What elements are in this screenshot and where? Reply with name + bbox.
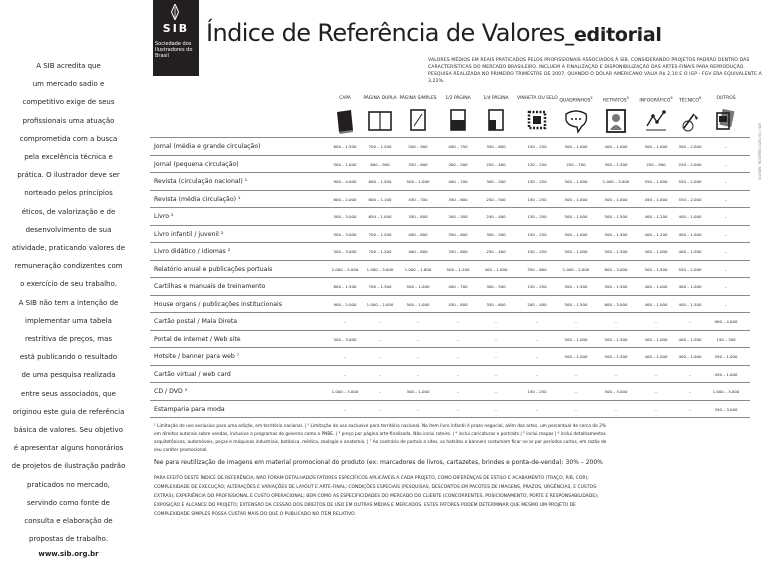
table-cell: 400 – 1.200	[644, 214, 668, 219]
table-cell: –	[689, 319, 691, 324]
table-cell: –	[457, 354, 459, 359]
stamp-icon	[523, 106, 551, 136]
table-cell: 500 – 1.500	[604, 231, 628, 237]
table-cell: 200 – 400	[527, 301, 547, 307]
table-cell: 600 – 1.100	[368, 196, 392, 202]
table-cell: 500 – 900	[408, 144, 428, 149]
column-label: 1/2 PÁGINA	[445, 96, 471, 101]
final-note-line: EXPOSIÇÃO E ALCANCE DO PROJETO; EXTENSÃO DA CESSÃO DOS DIREITOS DE USO EM OUTRAS MÍDIAS E MERCADOS. ESTES FATORES PODEM DETERMINAR QUE MESMO UM PROJETO DE	[154, 503, 576, 508]
column-label: PÁGINA SIMPLES	[399, 96, 437, 101]
sidebar-line: profissionais uma atuação	[22, 116, 115, 125]
table-cell: 400 – 1.000	[484, 266, 508, 272]
table-cell: 500 – 1.500	[564, 301, 588, 307]
table-cell: 150 – 250	[527, 231, 547, 237]
table-cell: 650 – 1.000	[368, 214, 392, 219]
sidebar-line: propostas de trabalho.	[28, 535, 109, 544]
table-cell: –	[536, 371, 538, 377]
footnote-line: em direitos autorais sobre vendas, inclusive a programas do governo como o PNBE. | ³ preço por página arte-finalizada. Não inclui roteiro. | ⁴ inclui caricaturas e portraits | ⁵ inclui mapas | ⁶ inclui detalhamentos	[154, 432, 606, 437]
table-cell: 500 – 1.500	[604, 336, 628, 342]
sidebar-line: norteado pelos princípios	[24, 189, 113, 198]
column-label: PÁGINA DUPLA	[363, 96, 397, 101]
table-cell: –	[495, 336, 497, 342]
table-cell: –	[725, 301, 727, 307]
row-label: Estamparia para moda	[154, 405, 225, 413]
table-cell: 800 – 1.500	[333, 284, 357, 289]
fee-line: fee para reutilização de imagens em material promocional do produto (ex: marcadores de livros, cartazetes, brindes e ponta-de-venda): 30% – 200%	[154, 459, 603, 466]
technical-drawing-icon	[676, 106, 704, 136]
table-cell: 250 – 400	[486, 214, 506, 219]
column-header-0	[325, 96, 365, 101]
row-label: House organs / publicações institucionais	[154, 300, 282, 308]
table-cell: –	[457, 406, 459, 412]
column-label: OUTROS	[716, 96, 736, 101]
table-cell: –	[457, 389, 459, 394]
table-cell: 150 – 250	[527, 196, 547, 202]
table-cell: 500 – 1.000	[604, 196, 628, 202]
row-label: Revista (média circulação) ¹	[154, 195, 241, 203]
table-cell: 500 – 1.500	[604, 214, 628, 219]
table-cell: 1.000 – 2.000	[366, 301, 394, 307]
column-label: QUADRINHOS	[559, 98, 591, 104]
column-label: 1/4 PÁGINA	[483, 96, 509, 101]
table-cell: 600 – 900	[370, 161, 390, 167]
table-cell: 400 – 700	[448, 284, 468, 289]
table-cell: 350 – 3.000	[714, 406, 738, 412]
portrait-icon	[602, 106, 630, 136]
table-cell: –	[344, 406, 346, 412]
table-cell: 600 – 2.000	[333, 196, 357, 202]
table-cell: 150 – 250	[527, 144, 547, 149]
column-header-9	[670, 96, 710, 104]
table-cell: 350 – 600	[448, 231, 468, 237]
table-cell: –	[344, 319, 346, 324]
table-cell: –	[725, 179, 727, 184]
row-label: Revista (circulação nacional) ¹	[154, 178, 248, 185]
column-footnote-mark: 5	[590, 96, 593, 100]
table-cell: 550 – 1.000	[644, 179, 668, 184]
table-cell: 500 – 1.500	[564, 284, 588, 289]
sidebar-line: éticos, de valorização e de	[21, 207, 116, 216]
table-cell: 400 – 1.000	[644, 284, 668, 289]
table-cell: 300 – 500	[486, 231, 506, 237]
table-cell: 250 – 900	[646, 161, 666, 167]
table-cell: 300 – 1.000	[406, 389, 430, 394]
table-cell: 700 – 1.200	[368, 231, 392, 237]
table-cell: 400 – 700	[448, 179, 468, 184]
table-cell: 800 – 1.500	[333, 144, 357, 149]
table-cell: –	[725, 284, 727, 289]
column-header-6	[556, 96, 596, 104]
table-cell: –	[344, 371, 346, 377]
table-cell: –	[725, 266, 727, 272]
table-cell: 1.000 – 1.800	[404, 266, 432, 272]
table-cell: 300 – 1.000	[564, 144, 588, 149]
table-cell: –	[536, 336, 538, 342]
table-cell: 300 – 1.500	[604, 161, 628, 167]
column-footnote-mark: 6	[670, 96, 673, 100]
table-cell: 500 – 1.200	[446, 266, 470, 272]
book-cover-icon	[331, 106, 359, 136]
final-note-line: COMPLEXIDADE DE EXECUÇÃO; ALTERAÇÕES E VARIAÇÕES DE LAYOUT E ARTE-FINAL; CONDIÇÕES ESPECIAIS (PESQUISAS, DESCONTOS EM PACOTES DE IMAGENS, PRAZOS, URGÊNCIAS, E CUSTOS-	[154, 485, 598, 490]
row-label: Jornal (pequena circulação)	[154, 160, 239, 168]
table-cell: 400 – 1.000	[678, 249, 702, 254]
table-cell: 800 – 1.500	[368, 179, 392, 184]
table-cell: 900 – 4.000	[333, 179, 357, 184]
row-label: Livro didático / idiomas ²	[154, 248, 231, 255]
table-cell: –	[689, 406, 691, 412]
table-cell: 500 – 3.000	[333, 336, 357, 342]
table-cell: 300 – 500	[448, 161, 468, 167]
sidebar-line: praticados no mercado,	[27, 480, 110, 489]
table-cell: 500 – 1.500	[604, 249, 628, 254]
table-cell: 400 – 1.000	[678, 284, 702, 289]
table-cell: 500 – 1.000	[406, 284, 430, 289]
row-label: Livro infantil / juvenil ²	[154, 230, 224, 238]
table-cell: 900 – 4.000	[714, 319, 738, 324]
column-header-7	[596, 96, 636, 104]
table-cell: 450 – 700	[408, 196, 428, 202]
table-cell: 450 – 1.000	[644, 196, 668, 202]
table-cell: –	[725, 196, 727, 202]
column-header-10	[706, 96, 746, 101]
table-cell: –	[575, 406, 577, 412]
table-cell: 500 – 1.500	[604, 284, 628, 289]
sidebar-url: www.sib.org.br	[38, 550, 99, 559]
table-cell: 400 – 1.000	[678, 354, 702, 359]
table-cell: –	[417, 371, 419, 377]
table-cell: 400 – 1.000	[678, 214, 702, 219]
sidebar-line: é apresentar alguns honorários	[13, 444, 124, 453]
table-cell: 550 – 2.000	[678, 266, 702, 272]
table-cell: 400 – 750	[448, 144, 468, 149]
footnotes	[154, 423, 754, 455]
table-cell: 500 – 1.000	[406, 179, 430, 184]
table-cell: 500 – 1.000	[564, 249, 588, 254]
footnote-line: arquitetônicos, automóveis, peças e máquinas industriais, botânica, médica, zoologia e anatomia. | ⁷ Ao contrário de portais e sites, os hotsites e banners costumam ficar no ar por períodos curtos, em razão de	[154, 440, 607, 445]
table-cell: 300 – 500	[486, 179, 506, 184]
table-cell: 450 – 1.000	[714, 371, 738, 377]
table-cell: 300 – 1.000	[644, 144, 668, 149]
table-cell: 1.000 – 3.000	[602, 179, 630, 184]
table-cell: –	[575, 371, 577, 377]
sidebar-line: originou este guia de referência	[12, 407, 125, 416]
table-cell: 500 – 1.000	[564, 196, 588, 202]
double-page-icon	[366, 106, 394, 136]
table-cell: –	[457, 336, 459, 342]
row-label: Hotsite / banner para web ⁷	[154, 353, 240, 360]
table-cell: 500 – 1.000	[406, 301, 430, 307]
table-cell: 1.400 – 3.000	[366, 266, 394, 272]
sidebar-text	[0, 57, 137, 564]
table-cell: –	[417, 336, 419, 342]
icon-credit: ÍCONES: ROGÉRIO COELHO / SIB	[758, 123, 762, 180]
row-label: Relatório anual e publicações portuais	[154, 265, 273, 273]
table-cell: –	[495, 406, 497, 412]
table-cell: –	[725, 144, 727, 149]
table-cell: 150 – 250	[527, 389, 547, 394]
table-bottom-rule	[150, 417, 750, 418]
table-cell: 350 – 800	[408, 214, 428, 219]
table-cell: 300 – 2.000	[678, 144, 702, 149]
table-cell: 500 – 1.000	[564, 336, 588, 342]
sidebar-line: A SIB não tem a intenção de	[18, 298, 119, 307]
table-cell: 500 – 1.000	[564, 179, 588, 184]
table-cell: 400 – 1.200	[644, 231, 668, 237]
sidebar-line: básica de valores. Seu objetivo	[14, 426, 123, 435]
table-cell: 350 – 600	[527, 266, 547, 272]
footnote-line: seu caráter promocional.	[154, 448, 208, 453]
table-cell: 350 – 600	[486, 144, 506, 149]
table-cell: –	[495, 371, 497, 377]
sidebar-line: atividade, praticando valores de	[11, 244, 126, 253]
table-cell: 150 – 250	[527, 214, 547, 219]
table-cell: 400 – 1.000	[604, 144, 628, 149]
intro-text: VALORES MÉDIOS EM REAIS PRATICADOS PELOS PROFISSIONAIS ASSOCIADOS À SIB, CONSIDERANDO PROJETOS PADRÃO DENTRO DAS CARACTERÍSTICAS DO MERCADO BRASILEIRO. INCLUEM A FINALIZAÇÃO E DISPONIBILIZAÇÃO DAS ARTES-FINAIS PARA REPRODUÇÃO. PESQUISA REALIZADA NO PRIMEIRO TRIMESTRE DE 2007, QUANDO O DÓLAR AMERICANO VALIA R$ 2,10 E O IGP - FGV ERA EQUIVALENTE A 3,22%.	[428, 58, 762, 84]
table-cell: –	[417, 406, 419, 412]
table-cell: 400 – 1.000	[644, 354, 668, 359]
table-cell: 550 – 2.000	[678, 179, 702, 184]
table-cell: 400 – 1.000	[678, 231, 702, 237]
table-cell: –	[417, 354, 419, 359]
table-cell: 350 – 600	[448, 196, 468, 202]
table-cell: 500 – 3.000	[333, 214, 357, 219]
title-edition: _editorial	[564, 24, 662, 46]
sidebar-line: implementar uma tabela	[25, 316, 112, 325]
sidebar-line: A SIB acredita que	[36, 62, 101, 70]
column-label: VINHETA OU SELO	[517, 96, 558, 101]
table-cell: 500 – 1.500	[604, 354, 628, 359]
final-note-line: PARA EFEITO DESTE ÍNDICE DE REFERÊNCIA, NÃO FORAM DETALHADOS FATORES ESPECÍFICOS APLICÁVEIS A CADA PROJETO, COMO DIFERENÇAS DE ESTILO E ACABAMENTO (TRAÇO, P/B, COR);	[154, 476, 589, 481]
row-label: Cartão postal / Mala Direta	[154, 318, 238, 325]
table-cell: 600 – 3.000	[604, 301, 628, 307]
table-cell: 500 – 1.000	[564, 214, 588, 219]
table-cell: 500 – 3.000	[604, 389, 628, 394]
table-cell: –	[379, 371, 381, 377]
table-cell: –	[725, 231, 727, 237]
table-cell: –	[457, 371, 459, 377]
table-cell: –	[379, 319, 381, 324]
table-cell: 500 – 1.000	[564, 354, 588, 359]
table-cell: 700 – 1.200	[368, 249, 392, 254]
table-cell: 150 – 250	[527, 284, 547, 289]
table-cell: 400 – 1.000	[644, 301, 668, 307]
final-note-line: COMPLEXIDADE SIMPLES POSSA CUSTAR MAIS DO QUE O PUBLICADO NO ITEM RELATIVO.	[154, 512, 356, 517]
column-footnote-mark: 5	[626, 96, 629, 100]
table-cell: 500 – 1.000	[564, 231, 588, 237]
table-cell: 400 – 800	[408, 231, 428, 237]
column-footnote-mark: 6	[698, 96, 702, 100]
column-header-1	[360, 96, 400, 101]
table-cell: 300 – 500	[448, 214, 468, 219]
row-label: CD / DVD ³	[154, 388, 188, 395]
table-cell: 500 – 1.000	[333, 161, 357, 167]
table-cell: 500 – 3.000	[333, 249, 357, 254]
table-cell: 400 – 1.000	[644, 249, 668, 254]
sidebar-line: entre seus associados, que	[21, 389, 116, 398]
final-notes	[154, 474, 756, 519]
row-label: Cartão virtual / web card	[154, 370, 231, 378]
table-cell: 250 – 2.000	[678, 161, 702, 167]
table-cell: 250 – 500	[486, 196, 506, 202]
table-cell: 150 – 300	[716, 336, 736, 342]
table-cell: 250 – 400	[486, 249, 506, 254]
half-page-icon	[444, 106, 472, 136]
column-label: CAPA	[339, 96, 351, 101]
table-cell: –	[655, 406, 657, 412]
table-cell: 350 – 600	[408, 161, 428, 167]
single-page-icon	[404, 106, 432, 136]
sidebar-line: competitivo exige de seus	[22, 98, 115, 107]
table-cell: –	[689, 371, 691, 377]
table-cell: 500 – 3.000	[333, 231, 357, 237]
table-cell: 350 – 600	[448, 249, 468, 254]
table-cell: –	[725, 214, 727, 219]
table-cell: –	[725, 249, 727, 254]
table-cell: –	[495, 319, 497, 324]
table-cell: –	[615, 371, 617, 377]
table-cell: –	[536, 406, 538, 412]
sidebar-line: comprometida com a busca	[19, 134, 118, 143]
table-cell: –	[689, 389, 691, 394]
table-cell: 250 – 700	[566, 161, 586, 167]
table-cell: 700 – 1.300	[368, 284, 392, 289]
table-cell: –	[379, 389, 381, 394]
sib-logo	[153, 0, 199, 76]
table-cell: 500 – 1.500	[644, 266, 668, 272]
column-label: INFOGRÁFICO	[639, 98, 671, 104]
sidebar-line: restritiva de preços, mas	[24, 335, 113, 344]
column-label: TÉCNICO	[678, 98, 699, 104]
table-cell: 400 – 1.000	[644, 336, 668, 342]
column-header-4	[476, 96, 516, 101]
table-cell: 400 – 800	[408, 249, 428, 254]
table-cell: 1.000 – 3.000	[331, 389, 359, 394]
table-cell: –	[575, 319, 577, 324]
table-cell: –	[379, 336, 381, 342]
table-cell: 400 – 1.000	[678, 336, 702, 342]
sidebar-line: consulta e elaboração de	[24, 517, 113, 526]
sidebar-line: desenvolvimento de sua	[25, 225, 112, 234]
table-cell: –	[536, 354, 538, 359]
footnote-line: ¹ Limitação de uso exclusivo para uma edição, em território nacional. | ² Limitação de uso exclusive para território nacional. No item livro infantil é prazo negocial, além das artes, um percentual de cerca de 2%	[154, 424, 606, 429]
sidebar-line: o exercício de seu trabalho.	[20, 280, 117, 289]
table-cell: –	[417, 319, 419, 324]
sidebar-line: prática. O ilustrador deve ser	[17, 171, 120, 180]
table-cell: –	[725, 161, 727, 167]
logo-subtitle: Sociedade dos Ilustradores do Brasil	[155, 41, 193, 59]
sidebar-line: de uma pesquisa realizada	[21, 371, 116, 380]
sidebar-line: um mercado sadio e	[32, 80, 105, 89]
sidebar-line: está publicando o resultado	[19, 353, 118, 362]
title-main: Índice de Referência de Valores	[206, 19, 565, 47]
infographic-icon	[642, 106, 670, 136]
sidebar-line: pela excelência técnica e	[24, 153, 113, 162]
column-header-2	[398, 96, 438, 101]
column-label: RETRATOS	[603, 98, 627, 104]
table-cell: –	[457, 319, 459, 324]
row-label: Portal de internet / Web site	[154, 335, 241, 343]
page-title	[206, 19, 662, 47]
table-cell: –	[344, 354, 346, 359]
table-cell: 400 – 1.500	[678, 301, 702, 307]
table-cell: 300 – 500	[486, 284, 506, 289]
table-cell: 1.000 – 2.000	[562, 266, 590, 272]
other-media-icon	[712, 106, 740, 136]
table-cell: 1.000 – 3.000	[712, 389, 740, 394]
pen-nib-icon	[171, 4, 179, 20]
sidebar-line: servindo como fonte de	[27, 498, 110, 507]
comic-strip-icon	[562, 106, 590, 136]
row-label: Livro ²	[154, 213, 174, 220]
table-cell: 150 – 250	[527, 179, 547, 184]
table-cell: –	[655, 319, 657, 324]
row-label: Jornal (média e grande circulação)	[154, 143, 261, 150]
sidebar-line: remuneração condizentes com	[14, 262, 123, 271]
table-cell: –	[379, 406, 381, 412]
table-cell: –	[495, 354, 497, 359]
table-cell: 700 – 1.200	[368, 144, 392, 149]
final-note-line: EXTRAS); EXPERIÊNCIA DO PROFISSIONAL E CUSTO OPERACIONAL; BEM COMO AS ESPECIFICIDADES DO MERCADO DO CLIENTE (CONCORRENTES, POSICIONAMENTO, PORTE E RESPONSABILIDADE);	[154, 494, 599, 499]
table-cell: 350 – 1.000	[714, 354, 738, 359]
table-cell: –	[536, 319, 538, 324]
table-cell: –	[615, 406, 617, 412]
table-cell: 900 – 2.000	[333, 301, 357, 307]
row-label: Cartilhas e manuais de treinamento	[154, 283, 266, 290]
table-cell: –	[655, 389, 657, 394]
column-header-3	[438, 96, 478, 101]
table-cell: 550 – 2.000	[678, 196, 702, 202]
column-header-5	[517, 96, 557, 101]
table-cell: 450 – 800	[448, 301, 468, 307]
table-cell: 120 – 250	[527, 161, 547, 167]
table-cell: –	[379, 354, 381, 359]
table-cell: –	[615, 319, 617, 324]
sidebar-line: de projetos de ilustração padrão	[11, 462, 126, 471]
table-cell: –	[495, 389, 497, 394]
table-cell: 2.000 – 5.000	[331, 266, 359, 272]
table-cell: –	[655, 371, 657, 377]
table-cell: –	[575, 389, 577, 394]
quarter-page-icon	[482, 106, 510, 136]
logo-brand: SIB	[162, 22, 190, 35]
table-cell: 350 – 600	[486, 301, 506, 307]
table-cell: 150 – 250	[527, 249, 547, 254]
table-cell: 250 – 400	[486, 161, 506, 167]
table-cell: 800 – 3.000	[604, 266, 628, 272]
